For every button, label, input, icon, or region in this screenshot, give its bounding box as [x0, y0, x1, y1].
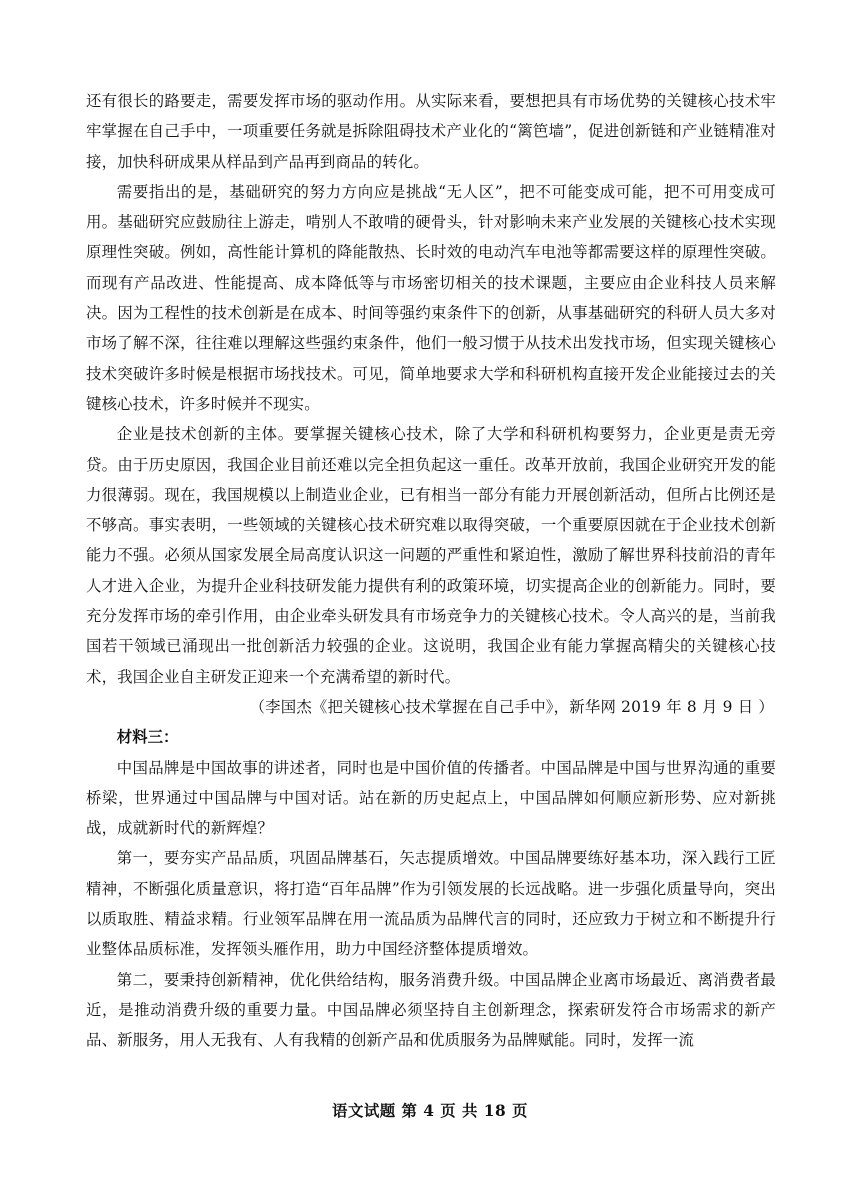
paragraph-basic-research: 需要指出的是，基础研究的努力方向应是挑战“无人区”，把不可能变成可能，把不可用变成可用。基础研究应鼓励往上游走，啃别人不敢啃的硬骨头，针对影响未来产业发展的关键核心技术实现原理性突破。例如，高性能计算机的降能散热、长时效的电动汽车电池等都需要这样的原理性突破。而现有产品改进、性能提高、成本降低等与市场密切相关的技术课题，主要应由企业科技人员来解决。因为工程性的技术创新是在成本、时间等强约束条件下的创新，从事基础研究的科研人员大多对市场了解不深，往往难以理解这些强约束条件，他们一般习惯于从技术出发找市场，但实现关键核心技术突破许多时候是根据市场找技术。可见，简单地要求大学和科研机构直接开发企业能接过去的关键核心技术，许多时候并不现实。 — [86, 182, 776, 413]
paragraph-point-two-innovation: 第二，要秉持创新精神，优化供给结构，服务消费升级。中国品牌企业离市场最近、离消费者最近，是推动消费升级的重要力量。中国品牌必须坚持自主创新理念，探索研发符合市场需求的新产品、新服务，用人无我有、人有我精的创新产品和优质服务为品牌赋能。同时，发挥一流 — [86, 970, 776, 1050]
paragraph-enterprise-innovation: 企业是技术创新的主体。要掌握关键核心技术，除了大学和科研机构要努力，企业更是责无旁贷。由于历史原因，我国企业目前还难以完全担负起这一重任。改革开放前，我国企业研究开发的能力很薄弱。现在，我国规模以上制造业企业，已有相当一部分有能力开展创新活动，但所占比例还是不够高。事实表明，一些领域的关键核心技术研究难以取得突破，一个重要原因就在于企业技术创新能力不强。必须从国家发展全局高度认识这一问题的严重性和紧迫性，激励了解世界科技前沿的青年人才进入企业，为提升企业科技研发能力提供有利的政策环境，切实提高企业的创新能力。同时，要充分发挥市场的牵引作用，由企业牵头研发具有市场竞争力的关键核心技术。令人高兴的是，当前我国若干领域已涌现出一批创新活力较强的企业。这说明，我国企业有能力掌握高精尖的关键核心技术，我国企业自主研发正迎来一个充满希望的新时代。 — [86, 425, 776, 686]
source-citation: （李国杰《把关键核心技术掌握在自己手中》，新华网 2019 年 8 月 9 日 ） — [249, 697, 774, 716]
paragraph-continuation: 还有很长的路要走，需要发挥市场的驱动作用。从实际来看，要想把具有市场优势的关键核心技术牢牢掌握在自己手中，一项重要任务就是拆除阻碍技术产业化的“篱笆墙”，促进创新链和产业链精准对接，加快科研成果从样品到产品再到商品的转化。 — [86, 92, 776, 171]
paragraph-chinese-brands-intro: 中国品牌是中国故事的讲述者，同时也是中国价值的传播者。中国品牌是中国与世界沟通的重要桥梁，世界通过中国品牌与中国对话。站在新的历史起点上，中国品牌如何顺应新形势、应对新挑战，成就新时代的新辉煌？ — [86, 758, 776, 838]
paragraph-point-one-quality: 第一，要夯实产品品质，巩固品牌基石，矢志提质增效。中国品牌要练好基本功，深入践行工匠精神，不断强化质量意识，将打造“百年品牌”作为引领发展的长远战略。进一步强化质量导向，突出以质取胜、精益求精。行业领军品牌在用一流品质为品牌代言的同时，还应致力于树立和不断提升行业整体品质标准，发挥领头雁作用，助力中国经济整体提质增效。 — [86, 849, 776, 959]
document-body — [86, 86, 776, 1056]
section-heading-material-three: 材料三： — [116, 728, 179, 747]
page-footer: 语文试题 第 4 页 共 18 页 — [332, 1102, 528, 1120]
